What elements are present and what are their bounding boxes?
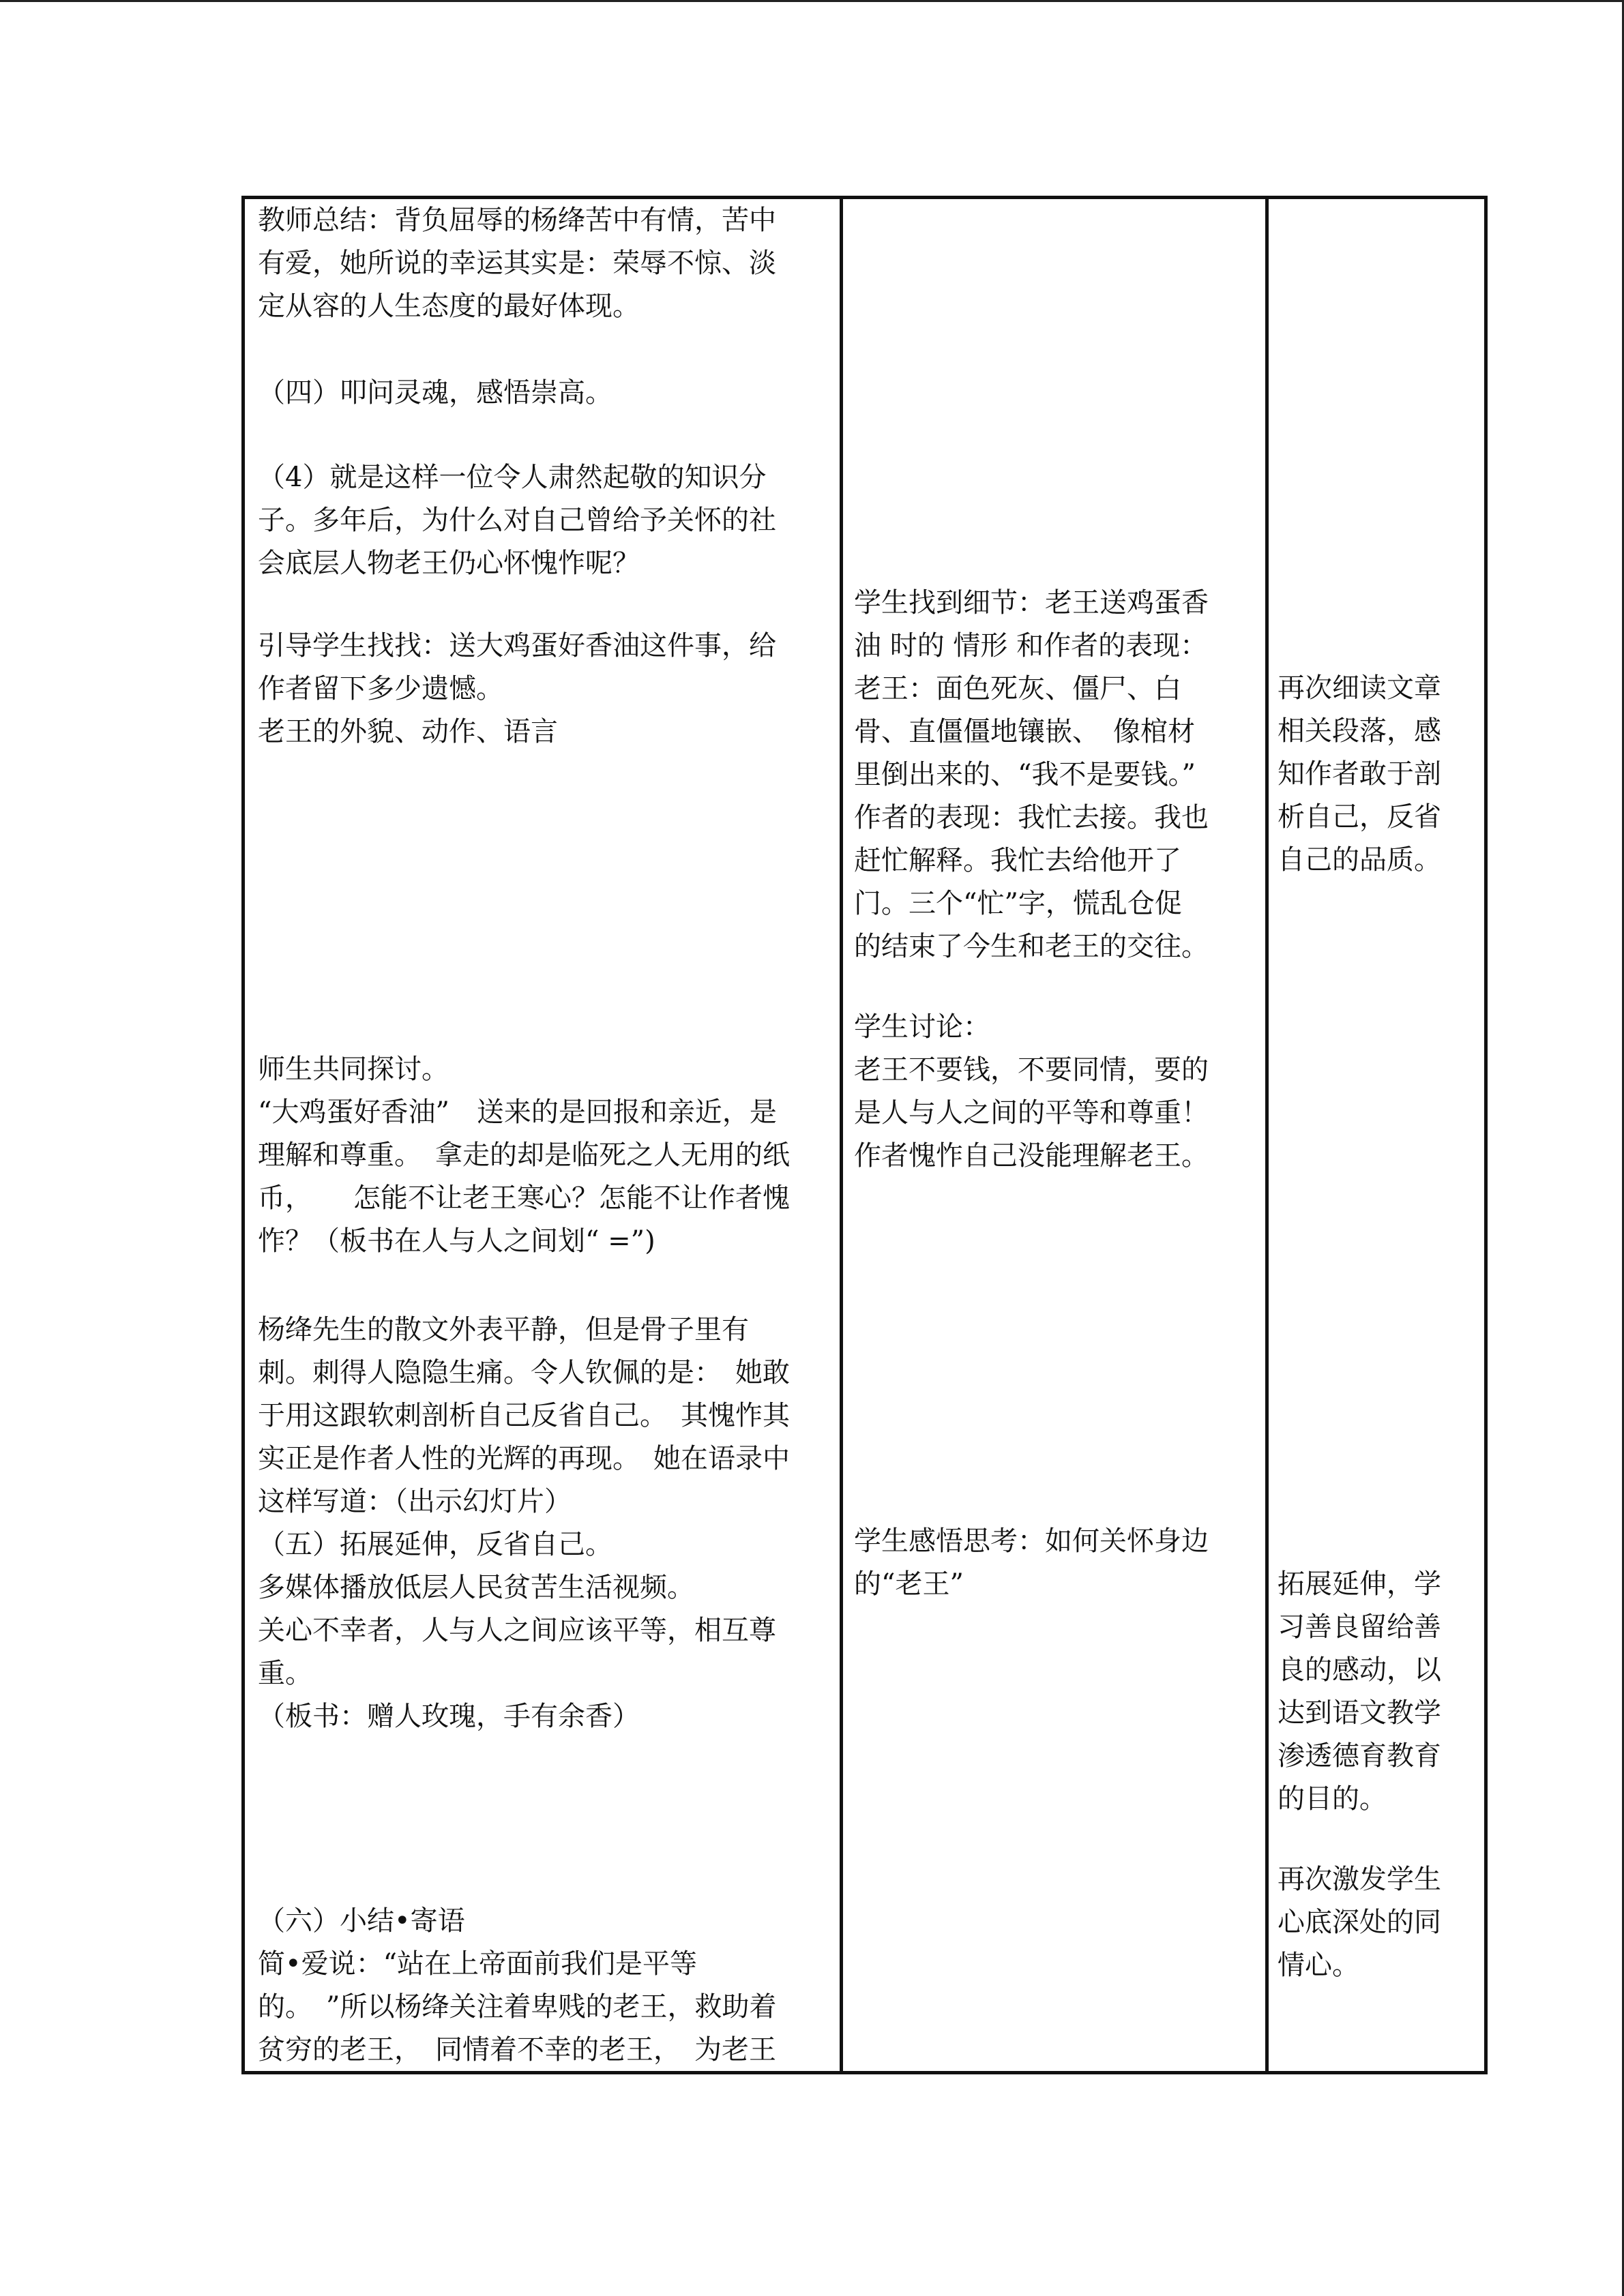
- text-line: 理解和尊重。 拿走的却是临死之人无用的纸: [258, 1139, 790, 1171]
- student-reflection-block: [854, 1520, 1209, 1606]
- text-line: （六）小结•寄语: [258, 1905, 465, 1937]
- text-line: 知作者敢于剖: [1278, 758, 1441, 790]
- text-line: 再次细读文章: [1278, 672, 1441, 704]
- text-line: 定从容的人生态度的最好体现。: [258, 290, 640, 322]
- text-line: 情心。: [1278, 1950, 1359, 1981]
- question-block: [258, 456, 776, 585]
- closing-block: [258, 1900, 776, 2072]
- text-line: 的“老王”: [854, 1568, 964, 1600]
- text-line: 门。三个“忙”字，慌乱仓促: [854, 888, 1182, 919]
- design-purpose-one: [1278, 667, 1441, 882]
- text-line: 学生讨论：: [854, 1011, 990, 1043]
- text-line: 杨绛先生的散文外表平静，但是骨子里有: [258, 1314, 749, 1345]
- text-line: 教师总结：背负屈辱的杨绛苦中有情，苦中: [258, 205, 776, 236]
- text-line: 渗透德育教育: [1278, 1740, 1441, 1772]
- text-line: 会底层人物老王仍心怀愧怍呢？: [258, 548, 640, 579]
- text-line: 里倒出来的、“我不是要钱。”: [854, 759, 1196, 790]
- text-line: 骨、直僵僵地镶嵌、 像棺材: [854, 716, 1195, 747]
- text-line: 币， 怎能不让老王寒心？怎能不让作者愧: [258, 1182, 790, 1214]
- text-line: 的。 ”所以杨绛关注着卑贱的老王，救助着: [258, 1991, 777, 2023]
- text-line: 的结束了今生和老王的交往。: [854, 931, 1209, 962]
- text-line: 简•爱说：“站在上帝面前我们是平等: [258, 1948, 698, 1980]
- text-line: 心底深处的同: [1278, 1907, 1441, 1938]
- text-line: 作者的表现：我忙去接。我也: [854, 802, 1209, 833]
- text-line: 相关段落，感: [1278, 715, 1441, 747]
- section-four-heading: [258, 372, 612, 415]
- text-line: 刺。刺得人隐隐生痛。令人钦佩的是： 她敢: [258, 1357, 790, 1388]
- text-line: （4）就是这样一位令人肃然起敬的知识分: [258, 462, 767, 493]
- text-line: 师生共同探讨。: [258, 1054, 449, 1085]
- text-line: “大鸡蛋好香油” 送来的是回报和亲近，是: [258, 1097, 777, 1128]
- column-divider-1: [840, 199, 843, 2071]
- text-line: 重。: [258, 1658, 312, 1689]
- text-line: 于用这跟软刺剖析自己反省自己。 其愧怍其: [258, 1400, 790, 1431]
- text-line: 油 时的 情形 和作者的表现：: [854, 630, 1208, 661]
- text-line: 老王不要钱，不要同情，要的: [854, 1054, 1209, 1086]
- text-line: 贫穷的老王， 同情着不幸的老王， 为老王: [258, 2034, 776, 2066]
- student-discussion-block: [854, 1006, 1209, 1178]
- text-line: 学生找到细节：老王送鸡蛋香: [854, 587, 1209, 618]
- text-line: 老王：面色死灰、僵尸、白: [854, 673, 1181, 704]
- text-line: 实正是作者人性的光辉的再现。 她在语录中: [258, 1443, 790, 1474]
- text-line: 良的感动，以: [1278, 1654, 1441, 1686]
- discussion-block: [258, 1048, 790, 1263]
- text-line: 学生感悟思考：如何关怀身边: [854, 1525, 1209, 1557]
- text-line: （四）叩问灵魂，感悟崇高。: [258, 377, 612, 408]
- text-line: （板书：赠人玫瑰，手有余香）: [258, 1701, 640, 1732]
- text-line: 引导学生找找：送大鸡蛋好香油这件事，给: [258, 630, 776, 661]
- text-line: 是人与人之间的平等和尊重！: [854, 1097, 1209, 1129]
- teacher-summary-block: [258, 199, 776, 328]
- guide-block: [258, 625, 776, 754]
- text-line: 子。多年后，为什么对自己曾给予关怀的社: [258, 505, 776, 536]
- design-purpose-three: [1278, 1858, 1441, 1987]
- text-line: 作者留下多少遗憾。: [258, 673, 503, 704]
- text-line: 的目的。: [1278, 1783, 1387, 1815]
- page-top-rule: [0, 0, 1624, 2]
- text-line: 再次激发学生: [1278, 1864, 1441, 1895]
- text-line: （五）拓展延伸，反省自己。: [258, 1529, 612, 1560]
- text-line: 习善良留给善: [1278, 1611, 1441, 1643]
- text-line: 关心不幸者，人与人之间应该平等，相互尊: [258, 1615, 776, 1646]
- text-line: 析自己，反省: [1278, 801, 1441, 833]
- text-line: 这样写道：（出示幻灯片）: [258, 1486, 572, 1517]
- essay-analysis-block: [258, 1309, 790, 1738]
- text-line: 老王的外貌、动作、语言: [258, 716, 558, 747]
- student-details-block: [854, 582, 1209, 968]
- text-line: 自己的品质。: [1278, 844, 1441, 876]
- text-line: 多媒体播放低层人民贫苦生活视频。: [258, 1572, 694, 1603]
- column-divider-2: [1265, 199, 1269, 2071]
- text-line: 有爱，她所说的幸运其实是：荣辱不惊、淡: [258, 248, 776, 279]
- text-line: 赶忙解释。我忙去给他开了: [854, 845, 1181, 876]
- text-line: 作者愧怍自己没能理解老王。: [854, 1140, 1209, 1172]
- text-line: 怍？（板书在人与人之间划“ =”): [258, 1225, 655, 1257]
- text-line: 拓展延伸，学: [1278, 1568, 1441, 1600]
- design-purpose-two: [1278, 1563, 1441, 1821]
- text-line: 达到语文教学: [1278, 1697, 1441, 1729]
